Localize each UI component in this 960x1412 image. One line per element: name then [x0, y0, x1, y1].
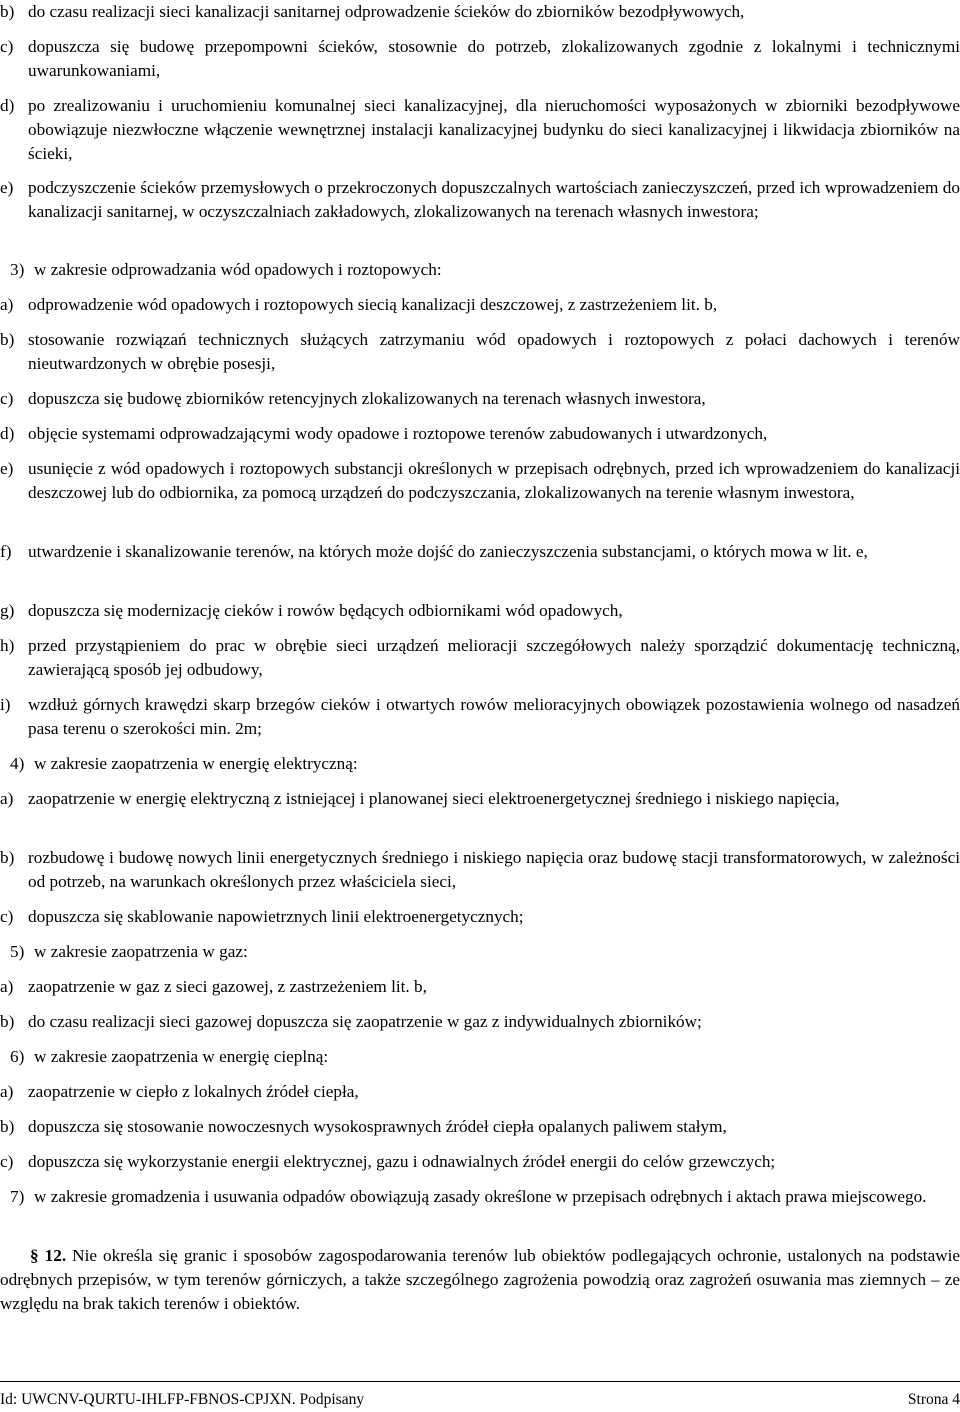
- footer-divider: [0, 1381, 960, 1382]
- section-title: w zakresie gromadzenia i usuwania odpadów obowiązują zasady określone w przepisach odrębnych i aktach prawa miejscowego.: [34, 1187, 927, 1206]
- section-number: 7): [10, 1187, 25, 1206]
- item-text: zaopatrzenie w energię elektryczną z istniejącej i planowanej sieci elektroenergetycznej średniego i niskiego napięcia,: [28, 789, 840, 808]
- item-text: objęcie systemami odprowadzającymi wody opadowe i roztopowe terenów zabudowanych i utwardzonych,: [28, 424, 768, 443]
- item-text: wzdłuż górnych krawędzi skarp brzegów cieków i otwartych rowów melioracyjnych obowiązek pozostawienia wolnego od nasadzeń pasa terenu o szerokości min. 2m;: [28, 695, 960, 738]
- item-text: dopuszcza się wykorzystanie energii elektrycznej, gazu i odnawialnych źródeł energii do celów grzewczych;: [28, 1152, 776, 1171]
- item-text: usunięcie z wód opadowych i roztopowych substancji określonych w przepisach odrębnych, przed ich wprowadzeniem do kanalizacji deszczowej lub do odbiornika, za pomocą urządzeń do podczyszczania, zlokalizowanych na terenie własnym inwestora,: [28, 459, 960, 502]
- item-label: c): [0, 389, 14, 408]
- item-text: stosowanie rozwiązań technicznych służących zatrzymaniu wód opadowych i roztopowych z połaci dachowych i terenów nieutwardzonych w obrębie posesji,: [28, 330, 960, 373]
- section-number: 4): [10, 754, 25, 773]
- page-number: Strona 4: [907, 1391, 960, 1408]
- document-id: Id: UWCNV-QURTU-IHLFP-FBNOS-CPJXN. Podpisany: [0, 1391, 365, 1408]
- section-title: w zakresie zaopatrzenia w energię elektryczną:: [34, 754, 358, 773]
- item-label: b): [0, 2, 15, 21]
- section-number: 5): [10, 942, 25, 961]
- item-label: e): [0, 178, 14, 197]
- item-text: dopuszcza się stosowanie nowoczesnych wysokosprawnych źródeł ciepła opalanych paliwem stałym,: [28, 1117, 727, 1136]
- item-text: odprowadzenie wód opadowych i roztopowych siecią kanalizacji deszczowej, z zastrzeżeniem lit. b,: [28, 295, 718, 314]
- item-text: dopuszcza się modernizację cieków i rowów będących odbiornikami wód opadowych,: [28, 601, 623, 620]
- item-text: do czasu realizacji sieci gazowej dopuszcza się zaopatrzenie w gaz z indywidualnych zbiorników;: [28, 1012, 702, 1031]
- item-label: c): [0, 37, 14, 56]
- item-text: dopuszcza się skablowanie napowietrznych linii elektroenergetycznych;: [28, 907, 524, 926]
- paragraph-number: § 12.: [30, 1246, 67, 1265]
- item-label: c): [0, 1152, 14, 1171]
- item-label: h): [0, 636, 15, 655]
- item-label: b): [0, 1117, 15, 1136]
- item-label: a): [0, 1082, 14, 1101]
- item-text: przed przystąpieniem do prac w obrębie sieci urządzeń melioracji szczegółowych należy sporządzić dokumentację techniczną, zawierającą sposób jej odbudowy,: [28, 636, 960, 679]
- paragraph-text: Nie określa się granic i sposobów zagospodarowania terenów lub obiektów podlegających ochronie, ustalonych na podstawie odrębnych przepisów, w tym terenów górniczych, a także szczególnego zagrożenia powodzią oraz zagrożeń osuwania mas ziemnych – ze względu na brak takich terenów i obiektów.: [0, 1246, 960, 1313]
- item-label: b): [0, 330, 15, 349]
- item-label: a): [0, 295, 14, 314]
- item-text: po zrealizowaniu i uruchomieniu komunalnej sieci kanalizacyjnej, dla nieruchomości wyposażonych w zbiorniki bezodpływowe obowiązuje niezwłoczne włączenie wewnętrznej instalacji kanalizacyjnej budynku do sieci kanalizacyjnej i likwidacja zbiorników na ścieki,: [28, 96, 960, 163]
- item-text: rozbudowę i budowę nowych linii energetycznych średniego i niskiego napięcia oraz budowę stacji transformatorowych, w zależności od potrzeb, na warunkach określonych przez właściciela sieci,: [28, 848, 960, 891]
- item-label: a): [0, 977, 14, 996]
- paragraph-12: [0, 1244, 960, 1316]
- item-label: b): [0, 848, 15, 867]
- item-label: i): [0, 695, 11, 714]
- item-label: b): [0, 1012, 15, 1031]
- section-title: w zakresie zaopatrzenia w energię cieplną:: [34, 1047, 329, 1066]
- section-number: 6): [10, 1047, 25, 1066]
- section-title: w zakresie zaopatrzenia w gaz:: [34, 942, 248, 961]
- item-label: c): [0, 907, 14, 926]
- section-title: w zakresie odprowadzania wód opadowych i roztopowych:: [34, 260, 442, 279]
- item-label: d): [0, 96, 15, 115]
- item-text: zaopatrzenie w gaz z sieci gazowej, z zastrzeżeniem lit. b,: [28, 977, 427, 996]
- item-text: zaopatrzenie w ciepło z lokalnych źródeł ciepła,: [28, 1082, 359, 1101]
- item-label: d): [0, 424, 15, 443]
- item-text: podczyszczenie ścieków przemysłowych o przekroczonych dopuszczalnych wartościach zanieczyszczeń, przed ich wprowadzeniem do kanalizacji sanitarnej, w oczyszczalniach zakładowych, zlokalizowanych na terenach własnych inwestora;: [28, 178, 960, 221]
- item-label: a): [0, 789, 14, 808]
- item-label: e): [0, 459, 14, 478]
- section-number: 3): [10, 260, 25, 279]
- item-label: g): [0, 601, 15, 620]
- item-text: do czasu realizacji sieci kanalizacji sanitarnej odprowadzenie ścieków do zbiorników bezodpływowych,: [28, 2, 745, 21]
- item-text: utwardzenie i skanalizowanie terenów, na których może dojść do zanieczyszczenia substancjami, o których mowa w lit. e,: [28, 542, 868, 561]
- item-text: dopuszcza się budowę przepompowni ścieków, stosownie do potrzeb, zlokalizowanych zgodnie z lokalnymi i technicznymi uwarunkowaniami,: [28, 37, 960, 80]
- item-text: dopuszcza się budowę zbiorników retencyjnych zlokalizowanych na terenach własnych inwestora,: [28, 389, 706, 408]
- item-label: f): [0, 542, 12, 561]
